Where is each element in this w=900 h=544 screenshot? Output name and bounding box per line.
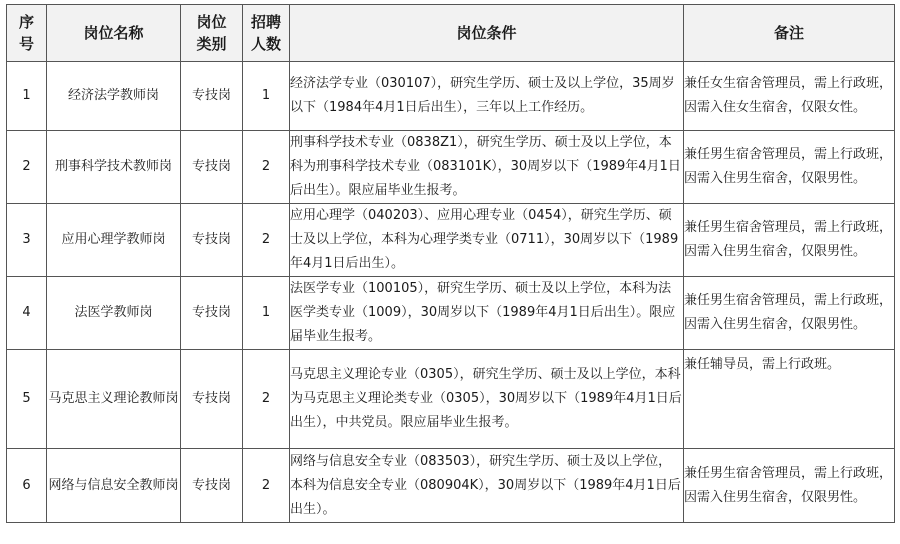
cell-position-type: 专技岗 <box>181 449 243 523</box>
cell-position-type: 专技岗 <box>181 277 243 350</box>
cell-position-name: 马克思主义理论教师岗 <box>47 350 181 449</box>
cell-headcount: 2 <box>243 350 290 449</box>
cell-position-type: 专技岗 <box>181 350 243 449</box>
header-remarks: 备注 <box>684 5 895 62</box>
header-position-name: 岗位名称 <box>47 5 181 62</box>
cell-position-name: 经济法学教师岗 <box>47 62 181 131</box>
cell-conditions: 应用心理学（040203）、应用心理专业（0454），研究生学历、硕士及以上学位，本科为心理学类专业（0711），30周岁以下（1989年4月1日后出生）。 <box>290 204 684 277</box>
table-row <box>7 131 895 204</box>
cell-remarks: 兼任女生宿舍管理员，需上行政班，因需入住女生宿舍，仅限女性。 <box>684 62 895 131</box>
header-headcount: 招聘 人数 <box>243 5 290 62</box>
cell-position-type: 专技岗 <box>181 62 243 131</box>
cell-seq: 2 <box>7 131 47 204</box>
cell-conditions: 网络与信息安全专业（083503），研究生学历、硕士及以上学位，本科为信息安全专业（080904K），30周岁以下（1989年4月1日后出生）。 <box>290 449 684 523</box>
cell-remarks: 兼任辅导员，需上行政班。 <box>684 350 895 449</box>
table-row <box>7 350 895 449</box>
header-row <box>7 5 895 62</box>
cell-remarks: 兼任男生宿舍管理员，需上行政班，因需入住男生宿舍，仅限男性。 <box>684 204 895 277</box>
table-row <box>7 62 895 131</box>
cell-remarks: 兼任男生宿舍管理员，需上行政班，因需入住男生宿舍，仅限男性。 <box>684 131 895 204</box>
cell-seq: 1 <box>7 62 47 131</box>
cell-headcount: 1 <box>243 62 290 131</box>
header-seq: 序 号 <box>7 5 47 62</box>
cell-conditions: 马克思主义理论专业（0305），研究生学历、硕士及以上学位，本科为马克思主义理论类专业（0305），30周岁以下（1989年4月1日后出生），中共党员。限应届毕业生报考。 <box>290 350 684 449</box>
cell-seq: 4 <box>7 277 47 350</box>
cell-conditions: 法医学专业（100105），研究生学历、硕士及以上学位，本科为法医学类专业（1009），30周岁以下（1989年4月1日后出生）。限应届毕业生报考。 <box>290 277 684 350</box>
cell-headcount: 2 <box>243 131 290 204</box>
cell-seq: 3 <box>7 204 47 277</box>
header-conditions: 岗位条件 <box>290 5 684 62</box>
cell-remarks: 兼任男生宿舍管理员，需上行政班，因需入住男生宿舍，仅限男性。 <box>684 449 895 523</box>
table-row <box>7 277 895 350</box>
cell-position-name: 法医学教师岗 <box>47 277 181 350</box>
cell-position-type: 专技岗 <box>181 204 243 277</box>
cell-headcount: 2 <box>243 449 290 523</box>
cell-position-type: 专技岗 <box>181 131 243 204</box>
cell-seq: 5 <box>7 350 47 449</box>
cell-position-name: 应用心理学教师岗 <box>47 204 181 277</box>
cell-remarks: 兼任男生宿舍管理员，需上行政班，因需入住男生宿舍，仅限男性。 <box>684 277 895 350</box>
cell-conditions: 刑事科学技术专业（0838Z1），研究生学历、硕士及以上学位，本科为刑事科学技术专业（083101K），30周岁以下（1989年4月1日后出生）。限应届毕业生报考。 <box>290 131 684 204</box>
cell-seq: 6 <box>7 449 47 523</box>
cell-headcount: 1 <box>243 277 290 350</box>
cell-position-name: 刑事科学技术教师岗 <box>47 131 181 204</box>
header-position-type: 岗位 类别 <box>181 5 243 62</box>
cell-headcount: 2 <box>243 204 290 277</box>
table-row <box>7 449 895 523</box>
cell-position-name: 网络与信息安全教师岗 <box>47 449 181 523</box>
recruitment-table <box>6 4 895 523</box>
table-row <box>7 204 895 277</box>
cell-conditions: 经济法学专业（030107），研究生学历、硕士及以上学位，35周岁以下（1984年4月1日后出生），三年以上工作经历。 <box>290 62 684 131</box>
